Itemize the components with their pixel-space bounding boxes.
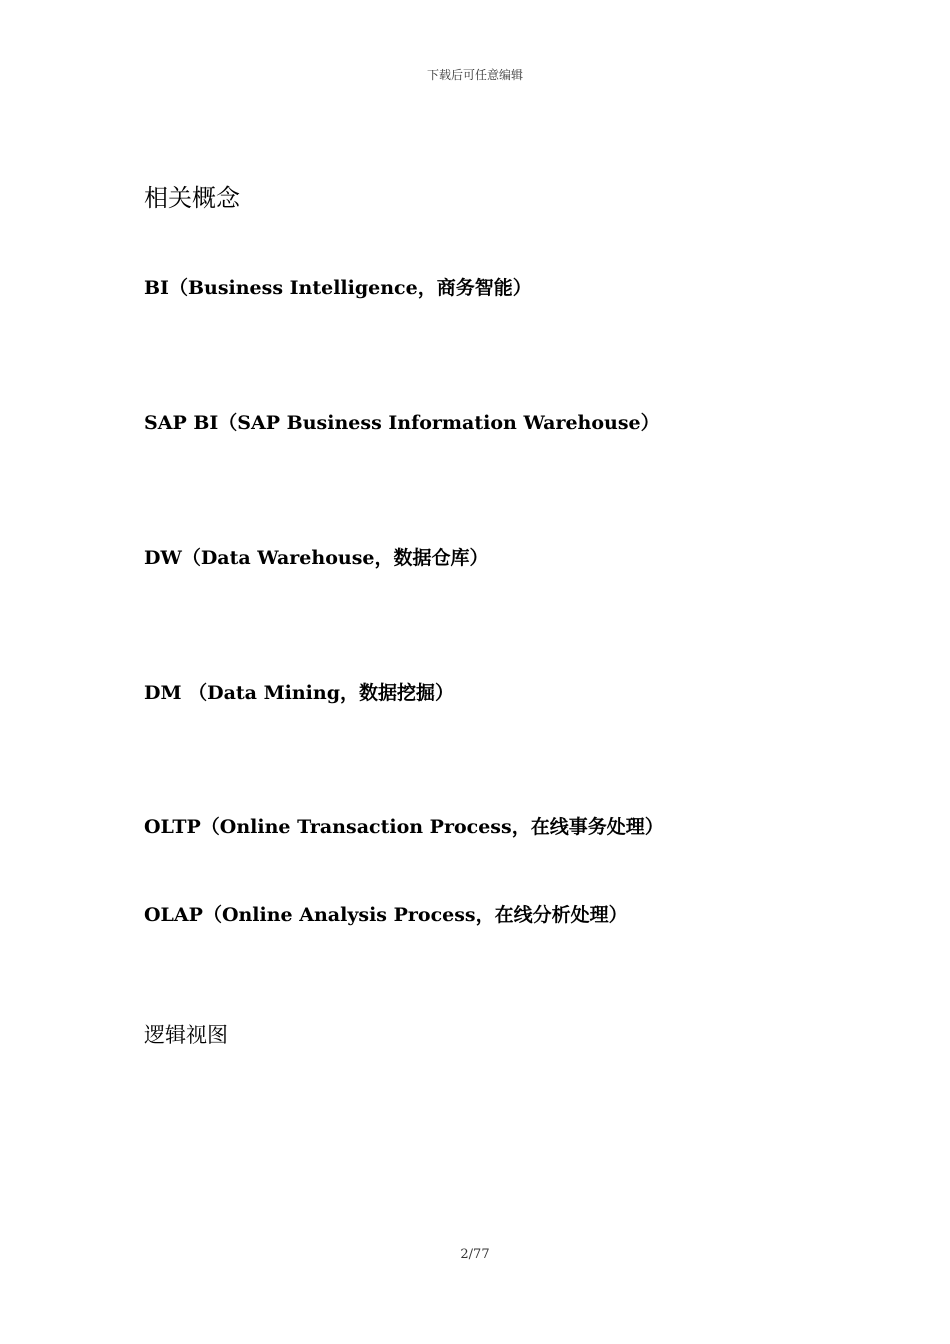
term-bi: BI（Business Intelligence，商务智能） [144, 277, 532, 299]
term-olap: OLAP（Online Analysis Process，在线分析处理） [144, 904, 628, 926]
section-title-logical-view: 逻辑视图 [144, 1023, 228, 1047]
term-oltp: OLTP（Online Transaction Process，在线事务处理） [144, 816, 664, 838]
term-dm: DM （Data Mining，数据挖掘） [144, 682, 454, 704]
section-title-related-concepts: 相关概念 [144, 184, 240, 212]
term-dw: DW（Data Warehouse，数据仓库） [144, 547, 489, 569]
term-sap-bi: SAP BI（SAP Business Information Warehouse） [144, 412, 660, 434]
page-number: 2/77 [460, 1247, 490, 1262]
page-header-note: 下载后可任意编辑 [426, 68, 523, 82]
